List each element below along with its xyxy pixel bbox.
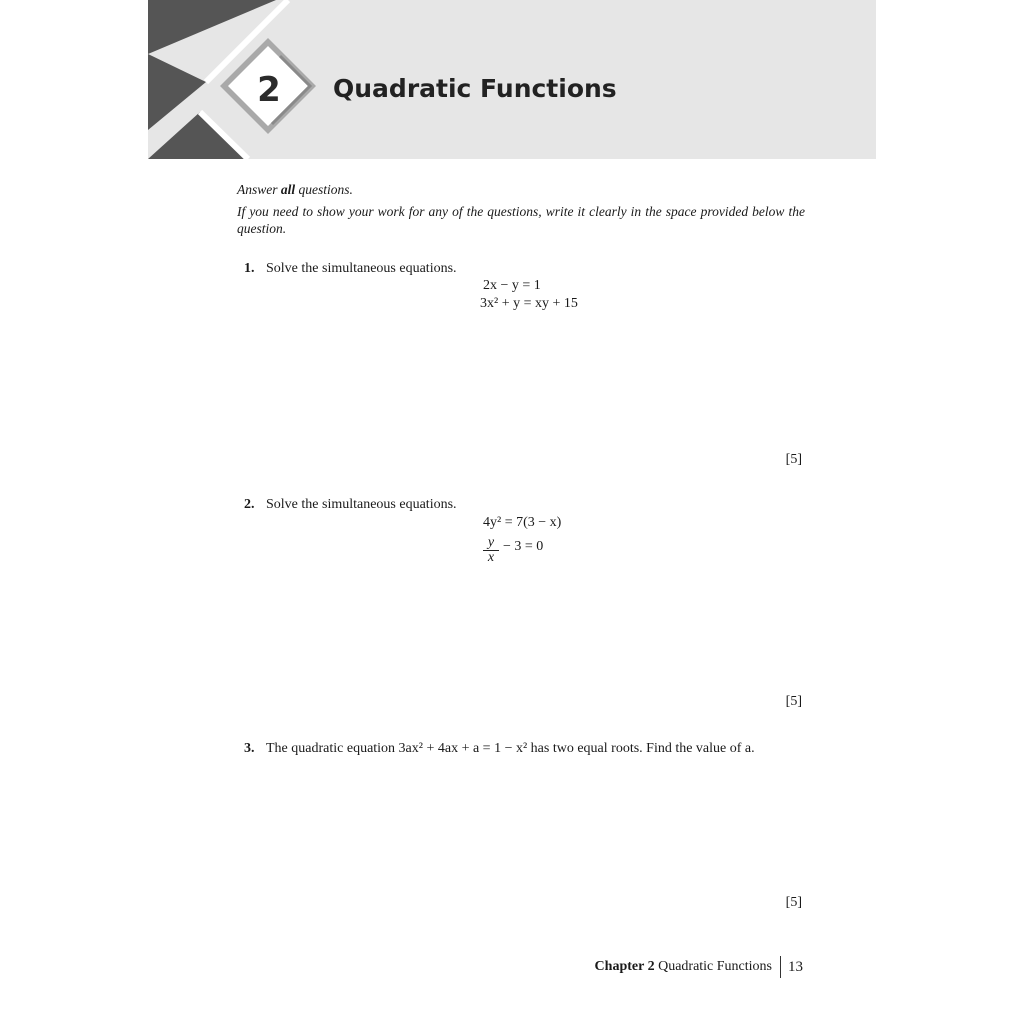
question-1-marks: [5]	[785, 452, 802, 467]
chapter-number: 2	[257, 70, 281, 110]
dark-triangle-bottom	[148, 112, 248, 159]
footer-chapter-name: Quadratic Functions	[658, 959, 772, 974]
instruction-line-2: If you need to show your work for any of the questions, write it clearly in the space provided below the question.	[237, 204, 805, 236]
question-2-marks: [5]	[785, 694, 802, 709]
question-1-number: 1.	[244, 261, 255, 276]
question-1-text: Solve the simultaneous equations.	[266, 261, 457, 276]
question-3-number: 3.	[244, 741, 255, 756]
instruction-bold-all: all	[280, 182, 296, 197]
instruction-line-1	[237, 181, 353, 198]
question-2-number: 2.	[244, 497, 255, 512]
question-3-marks: [5]	[785, 895, 802, 910]
footer-divider	[780, 956, 781, 978]
footer-chapter-label: Chapter 2	[594, 959, 655, 974]
question-2-text: Solve the simultaneous equations.	[266, 497, 457, 512]
chapter-title: Quadratic Functions	[333, 74, 617, 103]
fraction-denominator: x	[487, 550, 495, 565]
question-2-equation-2-rest: − 3 = 0	[503, 539, 544, 554]
page-number: 13	[788, 958, 803, 975]
instruction-suffix: questions.	[295, 182, 353, 197]
question-2-fraction	[483, 536, 499, 565]
question-1-equation-2: 3x² + y = xy + 15	[480, 296, 578, 311]
question-3-text: The quadratic equation 3ax² + 4ax + a = 1 − x² has two equal roots. Find the value of a.	[266, 741, 755, 756]
question-2-equation-1: 4y² = 7(3 − x)	[483, 515, 562, 530]
instruction-prefix: Answer	[237, 182, 281, 197]
page-footer	[595, 956, 803, 978]
question-1-equation-1: 2x − y = 1	[483, 278, 541, 293]
chapter-badge-graphic	[148, 0, 328, 159]
fraction-numerator: y	[483, 536, 499, 551]
